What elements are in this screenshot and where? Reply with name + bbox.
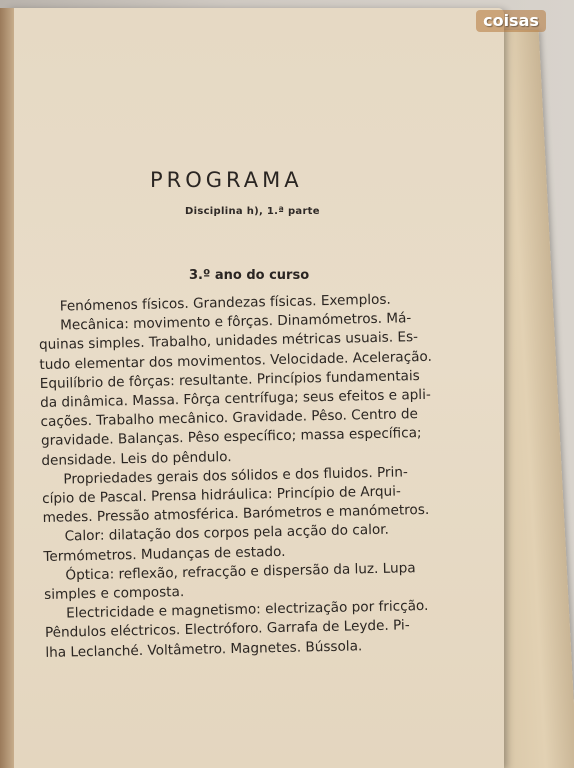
text-line: tudo elementar dos movimentos. Velocidade. Aceleração. — [39, 348, 433, 373]
text-line: lha Leclanché. Voltâmetro. Magnetes. Bússola. — [45, 637, 363, 661]
text-line: quinas simples. Trabalho, unidades métricas usuais. Es- — [38, 329, 419, 354]
book-binding — [0, 8, 14, 768]
text-line: Electricidade e magnetismo: electrização por fricção. — [44, 598, 429, 623]
text-line: da dinâmica. Massa. Fôrça centrífuga; seus efeitos e apli- — [40, 386, 431, 411]
page-title: PROGRAMA — [150, 168, 303, 192]
text-line: Equilíbrio de fôrças: resultante. Princípios fundamentais — [39, 367, 420, 392]
section-heading: 3.º ano do curso — [189, 268, 310, 283]
text-line: Fenómenos físicos. Grandezas físicas. Exemplos. — [38, 291, 391, 315]
text-line: densidade. Leis do pêndulo. — [41, 448, 232, 469]
text-line: Óptica: reflexão, refracção e dispersão da luz. Lupa — [43, 559, 416, 584]
text-line: simples e composta. — [44, 584, 185, 603]
text-line: cípio de Pascal. Prensa hidráulica: Princípio de Arqui- — [42, 483, 402, 507]
page-subtitle: Disciplina h), 1.ª parte — [185, 206, 320, 217]
body-text — [38, 289, 486, 663]
text-line: cações. Trabalho mecânico. Gravidade. Pêso. Centro de — [40, 406, 419, 431]
text-line: Mecânica: movimento e fôrças. Dinamómetros. Má- — [38, 310, 412, 335]
text-line: medes. Pressão atmosférica. Barómetros e manómetros. — [42, 502, 430, 527]
text-line: gravidade. Balanças. Pêso específico; massa específica; — [40, 425, 422, 450]
text-line: Pêndulos eléctricos. Electróforo. Garrafa de Leyde. Pi- — [44, 617, 410, 642]
text-line: Termómetros. Mudanças de estado. — [43, 543, 286, 565]
watermark-logo: coisas — [476, 10, 546, 32]
text-line: Propriedades gerais dos sólidos e dos fluidos. Prin- — [41, 464, 409, 488]
text-line: Calor: dilatação dos corpos pela acção do calor. — [42, 522, 390, 546]
